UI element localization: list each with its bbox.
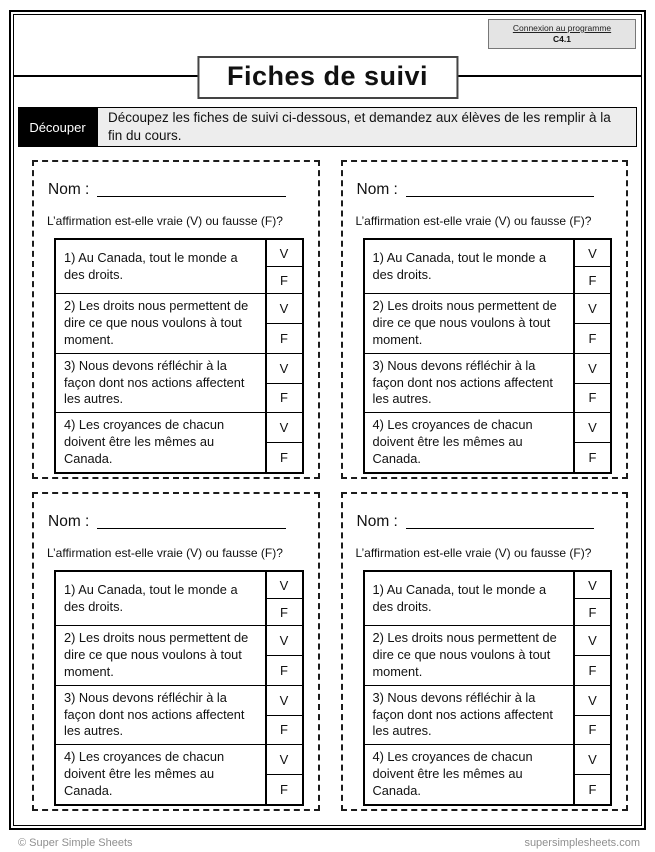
program-connection-link[interactable] [488, 19, 636, 49]
vf-column [573, 240, 610, 293]
vf-column [573, 572, 610, 625]
true-cell: V [588, 692, 597, 708]
true-cell: V [588, 300, 597, 316]
vf-column [265, 626, 302, 685]
statement-text: 2) Les droits nous permettent de dire ce que nous voulons à tout moment. [372, 630, 557, 679]
vf-column [265, 745, 302, 804]
name-blank-line [406, 515, 594, 529]
name-row [48, 513, 306, 531]
true-cell: V [279, 752, 289, 768]
true-cell: V [279, 632, 289, 648]
instruction-row [18, 107, 637, 147]
statement-text: 1) Au Canada, tout le monde a des droits. [64, 581, 238, 614]
false-cell: F [267, 598, 302, 625]
table-row [56, 293, 302, 353]
name-blank-line [406, 183, 594, 197]
true-cell: V [588, 632, 597, 648]
table-row [365, 572, 611, 625]
false-cell: F [575, 774, 610, 804]
card-question: L’affirmation est-elle vraie (V) ou fausse (F)? [47, 214, 283, 228]
vf-column [265, 354, 302, 413]
statement-table [54, 238, 304, 474]
website-text: supersimplesheets.com [524, 837, 640, 849]
false-cell: F [575, 323, 610, 353]
name-blank-line [97, 183, 285, 197]
cut-label: Découper [18, 107, 97, 147]
true-cell: V [588, 360, 597, 376]
false-cell: F [575, 655, 610, 685]
table-row [56, 572, 302, 625]
copyright-text: © Super Simple Sheets [18, 837, 133, 849]
false-cell: F [267, 323, 302, 353]
table-row [56, 412, 302, 472]
name-label: Nom : [356, 513, 398, 530]
vf-column [265, 240, 302, 293]
vf-column [265, 294, 302, 353]
table-row [56, 353, 302, 413]
table-row [365, 412, 611, 472]
true-cell: V [279, 360, 289, 376]
name-row [357, 181, 615, 199]
true-cell: V [279, 420, 289, 436]
page-footer [18, 837, 640, 849]
name-label: Nom : [48, 181, 90, 198]
tracking-card [32, 160, 320, 479]
false-cell: F [267, 715, 302, 745]
program-code: C4.1 [553, 34, 571, 44]
true-cell: V [588, 420, 597, 436]
vf-column [573, 626, 610, 685]
statement-text: 1) Au Canada, tout le monde a des droits. [372, 581, 547, 614]
vf-column [573, 294, 610, 353]
name-blank-line [97, 515, 285, 529]
statement-text: 1) Au Canada, tout le monde a des droits. [64, 249, 238, 282]
false-cell: F [575, 383, 610, 413]
false-cell: F [267, 383, 302, 413]
vf-column [573, 686, 610, 745]
name-row [48, 181, 306, 199]
card-question: L’affirmation est-elle vraie (V) ou fausse (F)? [47, 546, 283, 560]
statement-text: 3) Nous devons réfléchir à la façon dont nos actions affectent les autres. [372, 357, 553, 407]
false-cell: F [267, 774, 302, 804]
true-cell: V [588, 577, 597, 593]
false-cell: F [267, 266, 302, 293]
statement-table [363, 570, 613, 806]
table-row [56, 240, 302, 293]
statement-text: 1) Au Canada, tout le monde a des droits. [372, 249, 547, 282]
statement-text: 3) Nous devons réfléchir à la façon dont nos actions affectent les autres. [372, 689, 553, 739]
table-row [365, 744, 611, 804]
page-title: Fiches de suivi [197, 56, 458, 99]
table-row [365, 685, 611, 745]
page-frame [9, 10, 646, 830]
statement-text: 4) Les croyances de chacun doivent être les mêmes au Canada. [64, 749, 225, 799]
vf-column [573, 413, 610, 472]
table-row [365, 353, 611, 413]
false-cell: F [575, 442, 610, 472]
true-cell: V [279, 577, 289, 593]
statement-text: 2) Les droits nous permettent de dire ce que nous voulons à tout moment. [64, 630, 249, 679]
vf-column [573, 745, 610, 804]
true-cell: V [588, 752, 597, 768]
statement-text: 3) Nous devons réfléchir à la façon dont nos actions affectent les autres. [64, 689, 245, 739]
false-cell: F [267, 655, 302, 685]
statement-text: 4) Les croyances de chacun doivent être les mêmes au Canada. [372, 749, 533, 799]
false-cell: F [575, 598, 610, 625]
true-cell: V [588, 245, 597, 261]
card-question: L’affirmation est-elle vraie (V) ou fausse (F)? [355, 546, 592, 560]
true-cell: V [279, 245, 289, 261]
name-label: Nom : [356, 181, 398, 198]
true-cell: V [279, 300, 289, 316]
name-row [357, 513, 615, 531]
false-cell: F [575, 266, 610, 293]
false-cell: F [267, 442, 302, 472]
vf-column [265, 686, 302, 745]
table-row [365, 625, 611, 685]
vf-column [265, 572, 302, 625]
program-connection-label[interactable]: Connexion au programme [512, 23, 612, 33]
statement-text: 3) Nous devons réfléchir à la façon dont nos actions affectent les autres. [64, 357, 245, 407]
name-label: Nom : [48, 513, 90, 530]
false-cell: F [575, 715, 610, 745]
cards-grid [32, 160, 628, 811]
instruction-text: Découpez les fiches de suivi ci-dessous, et demandez aux élèves de les remplir à la fin du cours. [97, 107, 637, 147]
header [14, 15, 641, 107]
page-inner-frame [13, 14, 642, 826]
statement-text: 2) Les droits nous permettent de dire ce que nous voulons à tout moment. [372, 298, 557, 347]
tracking-card [341, 160, 629, 479]
vf-column [265, 413, 302, 472]
statement-text: 4) Les croyances de chacun doivent être les mêmes au Canada. [372, 417, 533, 467]
true-cell: V [279, 692, 289, 708]
table-row [56, 744, 302, 804]
vf-column [573, 354, 610, 413]
table-row [56, 685, 302, 745]
card-question: L’affirmation est-elle vraie (V) ou fausse (F)? [355, 214, 592, 228]
tracking-card [341, 492, 629, 811]
table-row [365, 293, 611, 353]
statement-table [54, 570, 304, 806]
table-row [56, 625, 302, 685]
statement-text: 2) Les droits nous permettent de dire ce que nous voulons à tout moment. [64, 298, 249, 347]
table-row [365, 240, 611, 293]
statement-text: 4) Les croyances de chacun doivent être les mêmes au Canada. [64, 417, 225, 467]
tracking-card [32, 492, 320, 811]
statement-table [363, 238, 613, 474]
